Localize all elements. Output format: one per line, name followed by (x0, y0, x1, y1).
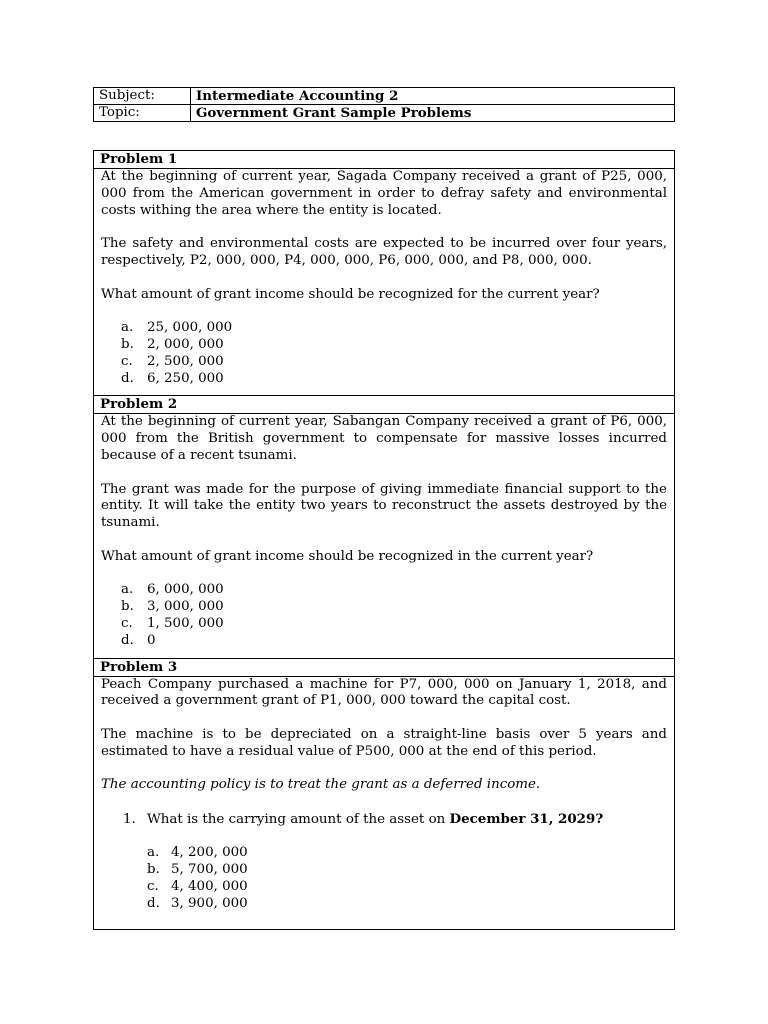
choice-letter: b. (147, 862, 160, 878)
choice-text: 4, 200, 000 (171, 845, 248, 861)
choice-text: 6, 000, 000 (147, 582, 224, 598)
question-text: What is the carrying amount of the asset on (147, 811, 450, 827)
choice-letter: c. (121, 353, 133, 369)
problem-2-title: Problem 2 (94, 396, 674, 414)
question-date: December 31, 2029? (449, 810, 604, 827)
subject-row (94, 88, 675, 105)
subject-label: Subject: (94, 88, 191, 105)
problem-2-body (94, 414, 674, 658)
choice-item (147, 862, 667, 879)
subject-value: Intermediate Accounting 2 (191, 88, 675, 105)
problem-3-title: Problem 3 (94, 659, 674, 677)
choice-text: 2, 000, 000 (147, 336, 224, 352)
header-table (93, 87, 675, 122)
choice-letter: c. (121, 615, 133, 631)
choice-letter: a. (121, 320, 134, 336)
problem-2-paragraph: At the beginning of current year, Sabangan Company received a grant of P6, 000, 000 from the British government to compensate for massive losses incurred because of a recent tsunami. (101, 414, 667, 463)
problem-3-paragraph: The machine is to be depreciated on a straight-line basis over 5 years and estimated to have a residual value of P500, 000 at the end of this period. (101, 726, 667, 759)
topic-value: Government Grant Sample Problems (191, 105, 675, 122)
problem-3-policy-note: The accounting policy is to treat the grant as a deferred income. (101, 777, 541, 793)
problem-3-choices (101, 845, 667, 912)
problem-3-question (101, 811, 667, 829)
problem-3-paragraph: Peach Company purchased a machine for P7, 000, 000 on January 1, 2018, and received a government grant of P1, 000, 000 toward the capital cost. (101, 676, 667, 709)
choice-item (121, 599, 667, 616)
choice-letter: c. (147, 879, 159, 895)
problem-2-question: What amount of grant income should be recognized in the current year? (101, 548, 594, 564)
choice-text: 6, 250, 000 (147, 370, 224, 386)
topic-label: Topic: (94, 105, 191, 122)
choice-letter: b. (121, 336, 134, 352)
choice-item (121, 354, 667, 371)
choice-item (121, 337, 667, 354)
choice-item (147, 845, 667, 862)
choice-text: 3, 900, 000 (171, 895, 248, 911)
choice-letter: d. (147, 895, 160, 911)
topic-row (94, 105, 675, 122)
problem-1-paragraph: At the beginning of current year, Sagada Company received a grant of P25, 000, 000 from the American government in order to defray safety and environmental costs withing the area where the entity is located. (101, 169, 667, 218)
problems-table (93, 150, 675, 930)
choice-letter: d. (121, 632, 134, 648)
choice-text: 5, 700, 000 (171, 862, 248, 878)
choice-letter: d. (121, 370, 134, 386)
choice-text: 4, 400, 000 (171, 879, 248, 895)
choice-text: 0 (147, 632, 156, 648)
choice-item (121, 633, 667, 650)
choice-text: 1, 500, 000 (147, 615, 224, 631)
choice-item (147, 879, 667, 896)
choice-letter: a. (147, 845, 160, 861)
choice-text: 2, 500, 000 (147, 353, 224, 369)
choice-text: 3, 000, 000 (147, 599, 224, 615)
choice-item (121, 616, 667, 633)
choice-letter: a. (121, 582, 134, 598)
problem-1-title: Problem 1 (94, 151, 674, 169)
problem-1-paragraph: The safety and environmental costs are expected to be incurred over four years, respectively, P2, 000, 000, P4, 000, 000, P6, 000, 000, and P8, 000, 000. (101, 236, 667, 268)
problem-3-body (94, 677, 674, 929)
problem-1-body (94, 169, 674, 396)
problem-2-choices (101, 582, 667, 649)
choice-letter: b. (121, 599, 134, 615)
question-number: 1. (123, 811, 136, 827)
choice-item (121, 371, 667, 388)
choice-item (121, 320, 667, 337)
problem-1-choices (101, 320, 667, 387)
choice-text: 25, 000, 000 (147, 320, 233, 336)
problem-2-paragraph: The grant was made for the purpose of giving immediate financial support to the entity. It will take the entity two years to reconstruct the assets destroyed by the tsunami. (101, 481, 667, 531)
problem-1-question: What amount of grant income should be recognized for the current year? (101, 286, 600, 302)
choice-item (121, 582, 667, 599)
choice-item (147, 896, 667, 913)
